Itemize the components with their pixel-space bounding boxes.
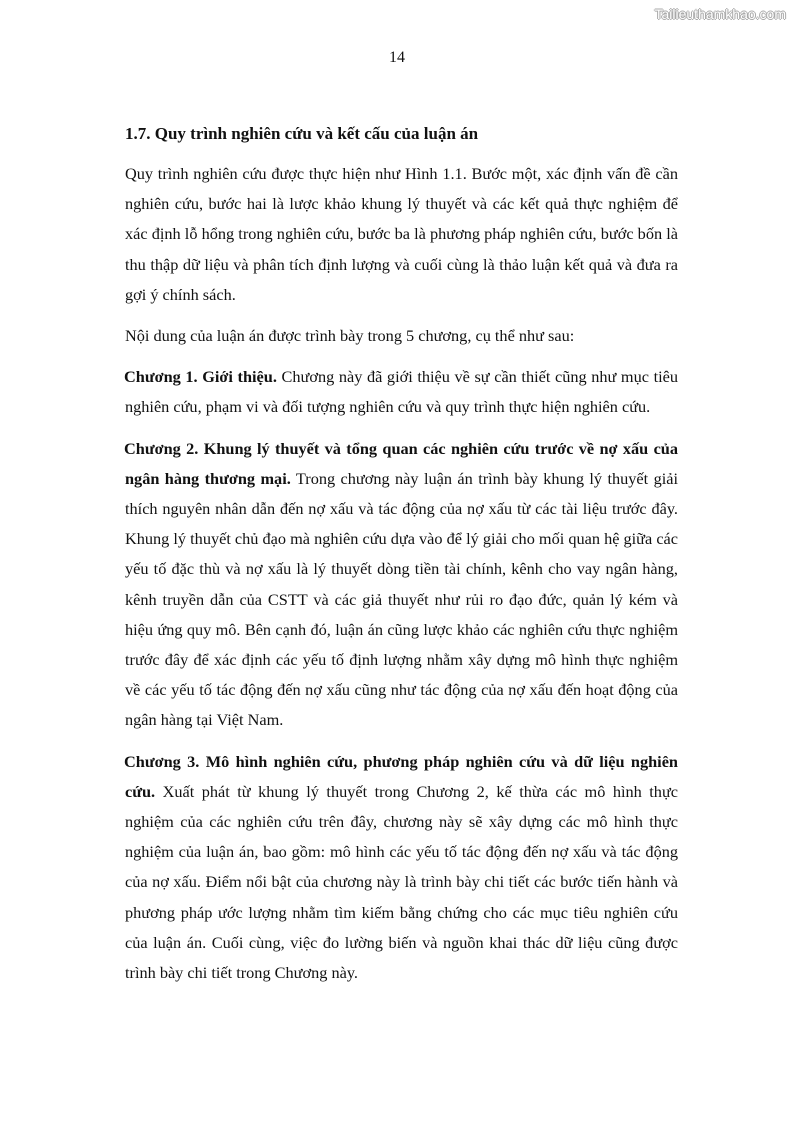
- chapter-3-title: Chương 3. Mô hình nghiên cứu, phương pháp nghiên cứu và dữ liệu nghiên cứu.: [124, 751, 678, 801]
- chapter-2-title: Chương 2. Khung lý thuyết và tổng quan các nghiên cứu trước về nợ xấu của ngân hàng thương mại.: [124, 438, 678, 488]
- chapter-2-body: Trong chương này luận án trình bày khung lý thuyết giải thích nguyên nhân dẫn đến nợ xấu và tác động của nợ xấu từ các tài liệu trước đây. Khung lý thuyết chủ đạo mà nghiên cứu dựa vào để lý giải cho mối quan hệ giữa các yếu tố đặc thù và nợ xấu là lý thuyết dòng tiền tài chính, kênh cho vay ngân hàng, kênh truyền dẫn của CSTT và các giả thuyết như rủi ro đạo đức, quản lý kém và hiệu ứng quy mô. Bên cạnh đó, luận án cũng lược khảo các nghiên cứu thực nghiệm trước đây để xác định các yếu tố định lượng nhằm xây dựng mô hình thực nghiệm về các yếu tố tác động đến nợ xấu cũng như tác động của nợ xấu đến hoạt động của ngân hàng tại Việt Nam.: [125, 468, 679, 730]
- document-body: [125, 119, 678, 999]
- intro-paragraph: Quy trình nghiên cứu được thực hiện như Hình 1.1. Bước một, xác định vấn đề cần nghiên cứu, bước hai là lược khảo khung lý thuyết và các kết quả thực nghiệm để xác định lỗ hổng trong nghiên cứu, bước ba là phương pháp nghiên cứu, bước bốn là thu thập dữ liệu và phân tích định lượng và cuối cùng là thảo luận kết quả và đưa ra gợi ý chính sách.: [125, 164, 678, 304]
- chapter-2-paragraph: [125, 434, 678, 736]
- page-number: 14: [389, 49, 405, 66]
- chapter-1-paragraph: [125, 362, 678, 422]
- section-heading: 1.7. Quy trình nghiên cứu và kết cấu của luận án: [125, 124, 479, 143]
- watermark: Tailieuthamkhao.com: [654, 6, 786, 22]
- chapter-3-body: Xuất phát từ khung lý thuyết trong Chương 2, kế thừa các mô hình thực nghiệm của các nghiên cứu trên đây, chương này sẽ xây dựng các mô hình thực nghiệm của luận án, bao gồm: mô hình các yếu tố tác động đến nợ xấu và tác động của nợ xấu. Điểm nổi bật của chương này là trình bày chi tiết các bước tiến hành và phương pháp ước lượng nhằm tìm kiếm bằng chứng cho các mục tiêu nghiên cứu của luận án. Cuối cùng, việc đo lường biến và nguồn khai thác dữ liệu cũng được trình bày chi tiết trong Chương này.: [125, 781, 678, 983]
- overview-paragraph: Nội dung của luận án được trình bày trong 5 chương, cụ thể như sau:: [125, 326, 575, 346]
- chapter-1-title: Chương 1. Giới thiệu.: [124, 367, 277, 387]
- chapter-1-body: Chương này đã giới thiệu về sự cần thiết cũng như mục tiêu nghiên cứu, phạm vi và đối tượng nghiên cứu và quy trình thực hiện nghiên cứu.: [125, 367, 678, 417]
- chapter-3-paragraph: [125, 747, 678, 989]
